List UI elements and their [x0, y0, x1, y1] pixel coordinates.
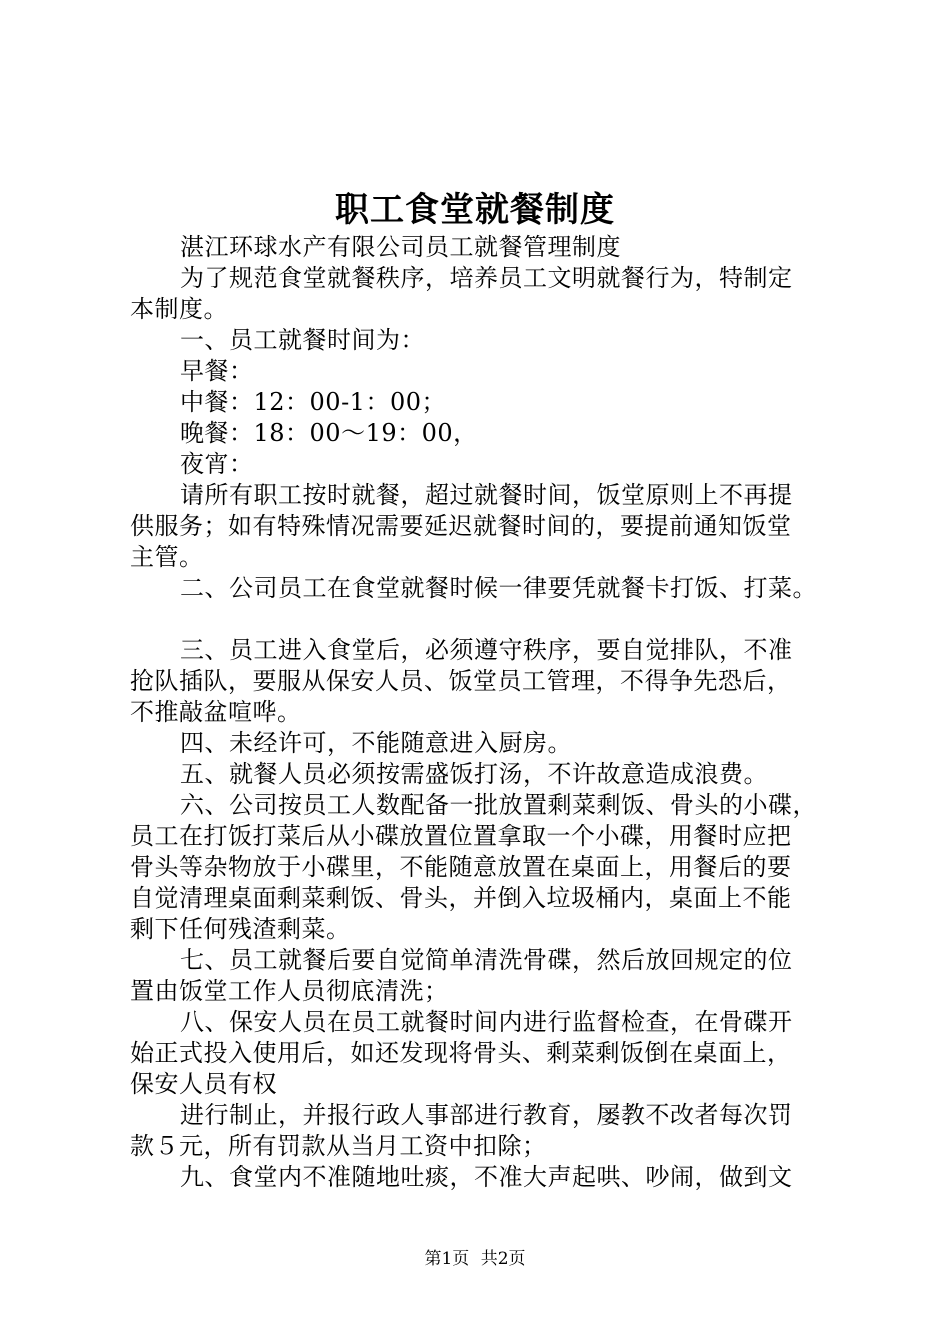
text-line: 九、食堂内不准随地吐痰，不准大声起哄、吵闹，做到文	[180, 1163, 793, 1191]
page-footer	[0, 1244, 950, 1269]
document-body	[130, 232, 830, 1193]
text-line: 主管。	[130, 543, 204, 571]
text-line: 请所有职工按时就餐，超过就餐时间，饭堂原则上不再提	[180, 481, 793, 509]
text-line: 夜宵：	[180, 450, 254, 478]
text-line	[130, 604, 830, 635]
text-line: 三、员工进入食堂后，必须遵守秩序，要自觉排队，不准	[180, 636, 793, 664]
text-line: 七、员工就餐后要自觉简单清洗骨碟，然后放回规定的位	[180, 946, 793, 974]
text-line: 晚餐：18：00～19：00，	[180, 419, 478, 447]
text-line: 骨头等杂物放于小碟里，不能随意放置在桌面上，用餐后的要	[130, 853, 792, 881]
text-line: 二、公司员工在食堂就餐时候一律要凭就餐卡打饭、打菜。	[180, 574, 817, 602]
page-number: 第1页	[424, 1249, 470, 1269]
text-line: 剩下任何残渣剩菜。	[130, 915, 351, 943]
text-line: 湛江环球水产有限公司员工就餐管理制度	[180, 233, 621, 261]
text-line: 八、保安人员在员工就餐时间内进行监督检查，在骨碟开	[180, 1008, 793, 1036]
text-line: 六、公司按员工人数配备一批放置剩菜剩饭、骨头的小碟，	[180, 791, 817, 819]
text-line: 五、就餐人员必须按需盛饭打汤，不许故意造成浪费。	[180, 760, 768, 788]
text-line: 本制度。	[130, 295, 228, 323]
text-line: 供服务；如有特殊情况需要延迟就餐时间的，要提前通知饭堂	[130, 512, 792, 540]
text-line: 四、未经许可，不能随意进入厨房。	[180, 729, 572, 757]
text-line: 早餐：	[180, 357, 254, 385]
text-line: 款５元，所有罚款从当月工资中扣除；	[130, 1132, 547, 1160]
text-line: 始正式投入使用后，如还发现将骨头、剩菜剩饭倒在桌面上，	[130, 1039, 792, 1067]
text-line: 抢队插队，要服从保安人员、饭堂员工管理，不得争先恐后，	[130, 667, 792, 695]
text-line: 中餐：12：00-1：00；	[180, 388, 446, 416]
page-total: 共2页	[480, 1249, 526, 1269]
document-title: 职工食堂就餐制度	[335, 190, 615, 230]
text-line: 置由饭堂工作人员彻底清洗；	[130, 977, 449, 1005]
text-line: 员工在打饭打菜后从小碟放置位置拿取一个小碟，用餐时应把	[130, 822, 792, 850]
text-line: 保安人员有权	[130, 1070, 277, 1098]
text-line: 进行制止，并报行政人事部进行教育，屡教不改者每次罚	[180, 1101, 793, 1129]
text-line: 不推敲盆喧哗。	[130, 698, 302, 726]
text-line: 为了规范食堂就餐秩序，培养员工文明就餐行为，特制定	[180, 264, 793, 292]
text-line: 自觉清理桌面剩菜剩饭、骨头，并倒入垃圾桶内，桌面上不能	[130, 884, 792, 912]
text-line: 一、员工就餐时间为：	[180, 326, 425, 354]
